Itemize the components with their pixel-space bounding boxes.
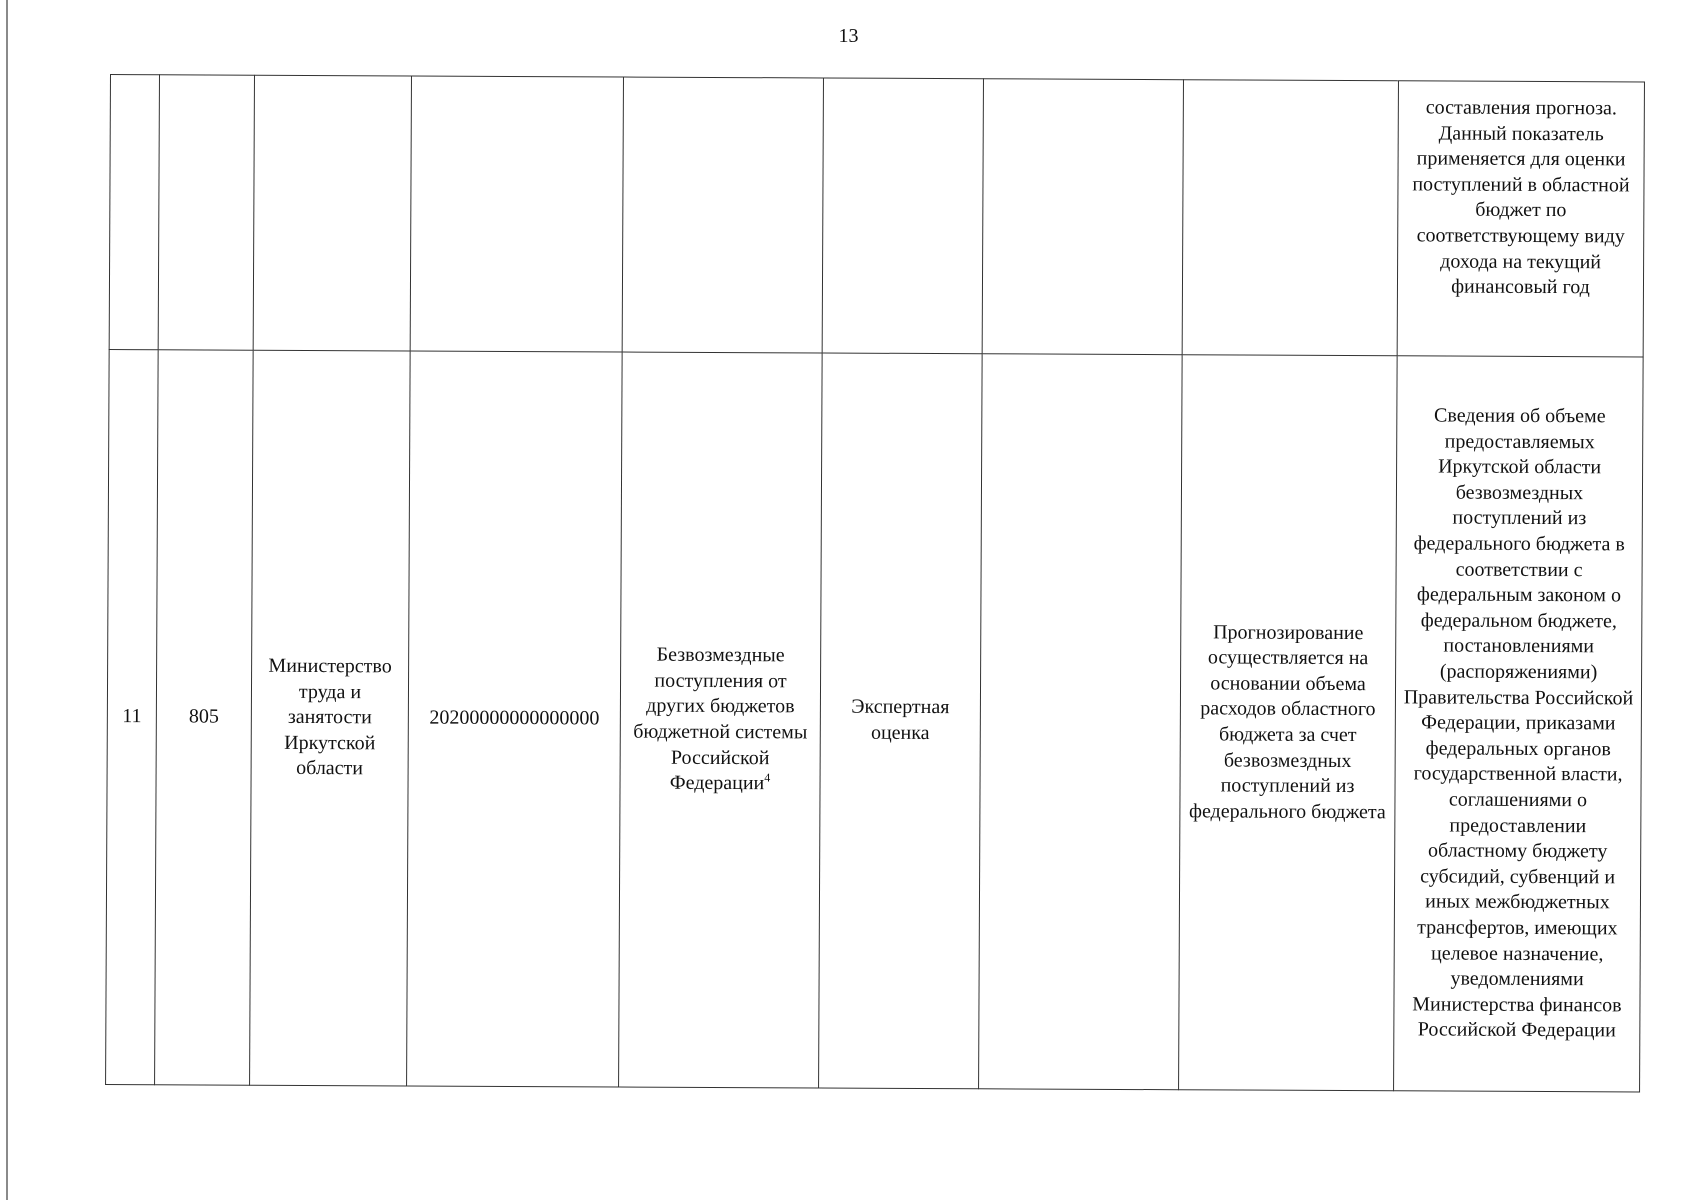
cell-admin-code: 805: [155, 350, 254, 1085]
cell-kbk-code-continued: [410, 76, 623, 352]
cell-formula: [979, 354, 1183, 1090]
cell-admin-code-continued: [158, 75, 254, 350]
cell-number: 11: [106, 349, 159, 1084]
page-number: 13: [838, 25, 859, 47]
cell-basis-continued: составления прогноза. Данный показатель применяется для оценки поступлений в областной бюджет по соответствующему виду дохода на текущий финансовый год: [1397, 81, 1644, 357]
income-name-text: Безвозмездные поступления от других бюджетов бюджетной системы Российской Федерации: [633, 643, 808, 795]
cell-administrator: Министерство труда и занятости Иркутской области: [250, 350, 411, 1086]
table-row-11: [106, 349, 1644, 1091]
table-row-continued: [109, 75, 1644, 357]
cell-algorithm: Прогнозирование осуществляется на основании объема расходов областного бюджета за счет безвозмездных поступлений из федерального бюджета: [1179, 355, 1398, 1091]
cell-formula-continued: [982, 79, 1183, 355]
cell-method: Экспертная оценка: [819, 353, 983, 1089]
cell-basis: Сведения об объеме предоставляемых Иркутской области безвозмездных поступлений из федерального бюджета в соответствии с федеральным законом о федеральном бюджете, постановлениями (распоряжениями) Правительства Российской Федерации, приказами федеральных органов государственной власти, соглашениями о предоставлении областному бюджету субсидий, субвенций и иных межбюджетных трансфертов, имеющих целевое назначение, уведомлениями Министерства финансов Российской Федерации: [1394, 356, 1644, 1092]
forecast-methods-table: [105, 74, 1645, 1092]
cell-method-continued: [822, 78, 983, 354]
cell-income-name: [619, 352, 823, 1088]
cell-number-continued: [109, 75, 159, 350]
scan-edge-line: [6, 0, 8, 1200]
income-footnote-mark: 4: [764, 770, 771, 785]
cell-kbk-code: 20200000000000000: [407, 351, 623, 1087]
cell-algorithm-continued: [1182, 80, 1398, 356]
cell-income-name-continued: [622, 77, 823, 353]
cell-administrator-continued: [253, 75, 411, 351]
